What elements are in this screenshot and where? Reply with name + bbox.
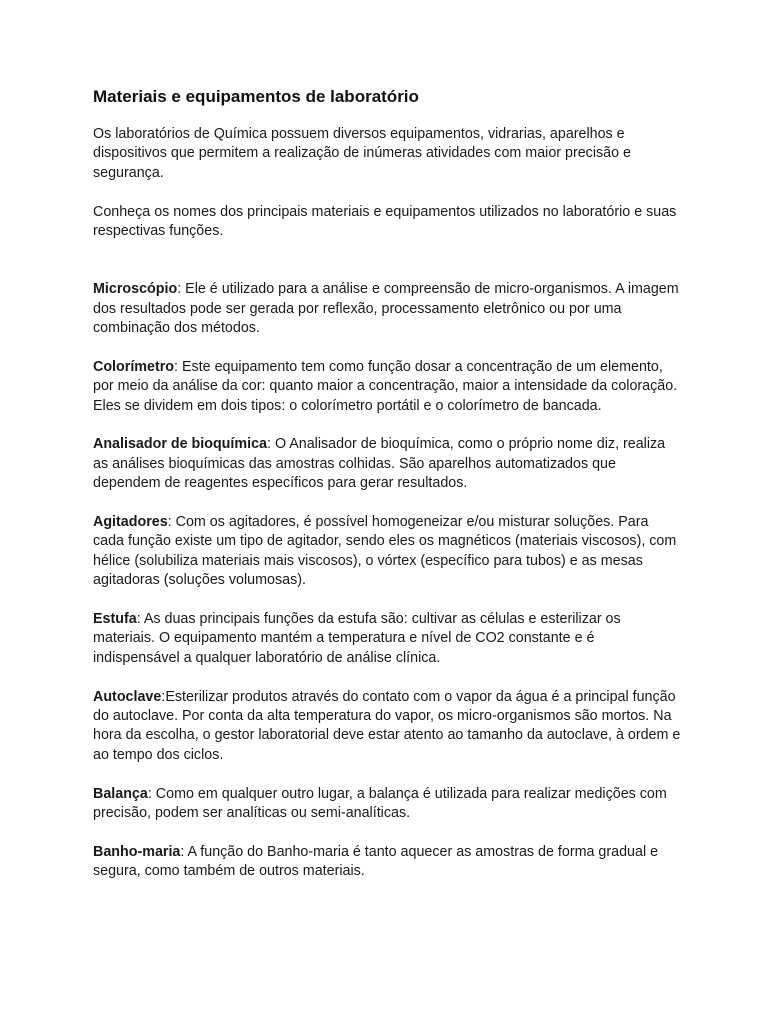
- item-description: Ele é utilizado para a análise e compreensão de micro-organismos. A imagem dos resultados pode ser gerada por reflexão, processamento eletrônico ou por uma combinação dos métodos.: [93, 281, 679, 337]
- item-term: Colorímetro: [93, 358, 175, 375]
- item-description: As duas principais funções da estufa são: cultivar as células e esterilizar os materiais. O equipamento mantém a temperatura e nível de CO2 constante e é indispensável a qualquer laboratório de análise clínica.: [93, 611, 621, 666]
- item-separator: :: [167, 514, 176, 531]
- equipment-item-estufa: [93, 610, 683, 668]
- intro-paragraph: Os laboratórios de Química possuem diversos equipamentos, vidrarias, aparelhos e dispositivos que permitem a realização de inúmeras atividades com maior precisão e segurança.: [93, 126, 631, 181]
- item-term: Banho-maria: [93, 843, 181, 860]
- item-separator: :: [147, 785, 156, 802]
- equipment-item-banho-maria: [93, 843, 683, 882]
- item-term: Agitadores: [93, 514, 168, 531]
- equipment-item-analisador: [93, 435, 683, 493]
- item-term: Analisador de bioquímica: [93, 436, 267, 453]
- item-separator: :: [174, 358, 182, 375]
- item-description: Com os agitadores, é possível homogeneizar e/ou misturar soluções. Para cada função existe um tipo de agitador, sendo eles os magnéticos (materiais viscosos), com hélice (solubiliza materiais mais viscosos), o vórtex (específico para tubos) e as mesas agitadoras (soluções volumosas).: [93, 514, 677, 589]
- document-page: [93, 86, 683, 901]
- item-description: Como em qualquer outro lugar, a balança é utilizada para realizar medições com precisão, podem ser analíticas ou semi-analíticas.: [93, 785, 667, 822]
- item-term: Estufa: [93, 611, 137, 628]
- equipment-item-autoclave: [93, 688, 683, 766]
- item-separator: :: [266, 436, 275, 453]
- item-separator: :: [136, 611, 144, 628]
- item-separator: :: [177, 281, 186, 298]
- item-description: A função do Banho-maria é tanto aquecer as amostras de forma gradual e segura, como também de outros materiais.: [93, 843, 659, 880]
- item-separator: :: [180, 843, 188, 860]
- equipment-item-agitadores: [93, 513, 683, 591]
- equipment-item-colorimetro: [93, 358, 683, 416]
- equipment-item-microscopio: [93, 280, 683, 338]
- item-term: Autoclave: [93, 688, 162, 705]
- item-description: Este equipamento tem como função dosar a concentração de um elemento, por meio da análise da cor: quanto maior a concentração, maior a intensidade da coloração. Eles se dividem em dois tipos: o colorímetro portátil e o colorímetro de bancada.: [93, 358, 678, 414]
- item-term: Balança: [93, 785, 148, 802]
- item-description: O Analisador de bioquímica, como o próprio nome diz, realiza as análises bioquímicas das amostras colhidas. São aparelhos automatizados que dependem de reagentes específicos para gerar resultados.: [93, 436, 666, 492]
- item-term: Microscópio: [93, 281, 178, 298]
- item-description: Esterilizar produtos através do contato com o vapor da água é a principal função do autoclave. Por conta da alta temperatura do vapor, os micro-organismos são mortos. Na hora da escolha, o gestor laboratorial deve estar atento ao tamanho da autoclave, à ordem e ao tempo dos ciclos.: [93, 688, 681, 763]
- intro-paragraph: Conheça os nomes dos principais materiais e equipamentos utilizados no laboratório e suas respectivas funções.: [93, 203, 677, 240]
- item-separator: :: [161, 688, 166, 705]
- equipment-item-balanca: [93, 785, 683, 824]
- document-title: Materiais e equipamentos de laboratório: [93, 87, 419, 106]
